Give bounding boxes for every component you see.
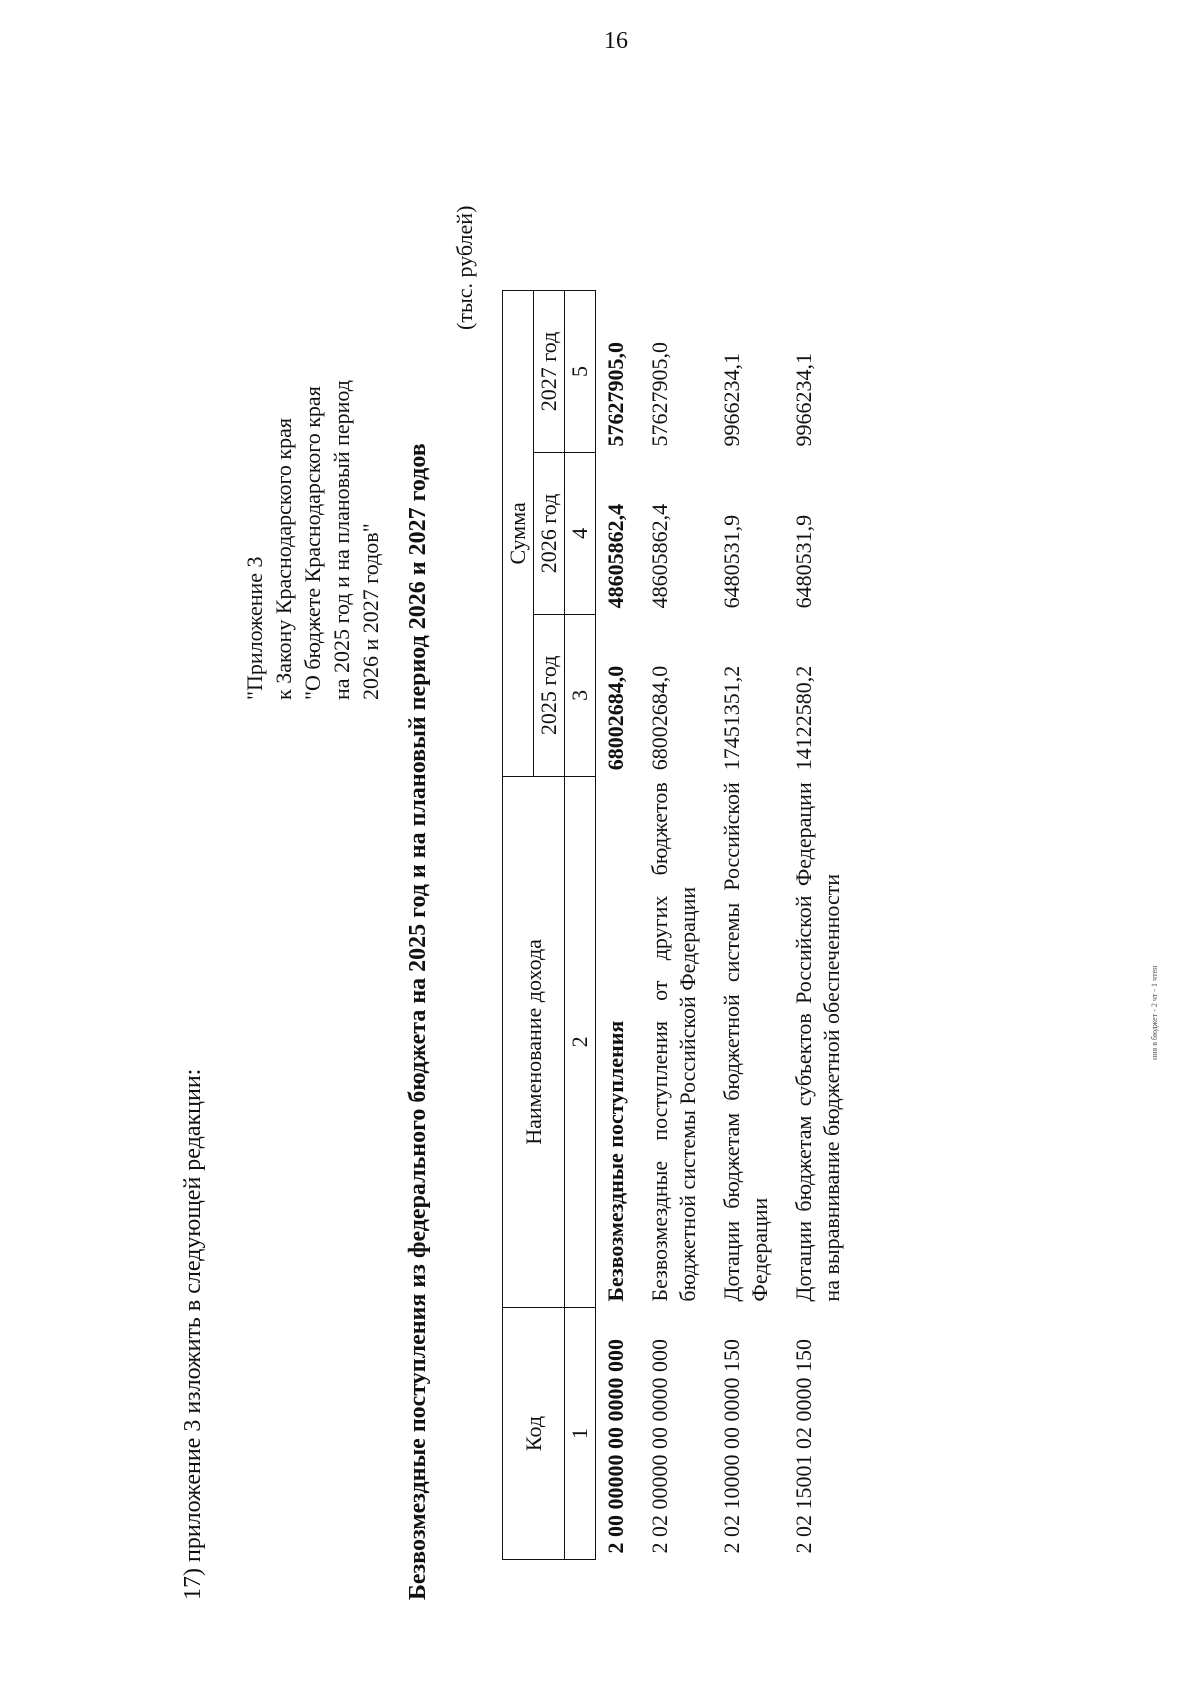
row-code: 2 02 15001 02 0000 150: [791, 1339, 816, 1554]
footer-note: ния в бюджет - 2 чт - 1 чтен: [1150, 965, 1159, 1060]
row-2027: 57627905,0: [603, 341, 628, 447]
column-number: 5: [565, 291, 596, 453]
header-code: Код: [503, 1308, 565, 1560]
column-number: 4: [565, 452, 596, 614]
appendix-line: 2026 и 2027 годов": [358, 523, 383, 700]
appendix-line: к Закону Краснодарского края: [271, 417, 296, 700]
table-row: [712, 291, 784, 1560]
rotated-document: [180, 150, 1180, 1600]
intro-text: 17) приложение 3 изложить в следующей редакции:: [180, 1068, 206, 1600]
revenue-table: [502, 290, 856, 1560]
header-year-2027: 2027 год: [534, 291, 565, 453]
header-year-2025: 2025 год: [534, 614, 565, 776]
row-2026: 6480531,9: [791, 514, 816, 609]
appendix-line: "О бюджете Краснодарского края: [300, 386, 325, 700]
appendix-line: на 2025 год и на плановый период: [329, 380, 354, 700]
table-row: [784, 291, 856, 1560]
row-name: Дотации бюджетам субъектов Российской Федерации на выравнивание бюджетной обеспеченности: [791, 782, 844, 1302]
appendix-line: "Приложение 3: [242, 556, 267, 700]
page-number: 16: [604, 28, 628, 54]
row-2025: 68002684,0: [603, 665, 628, 771]
table-row: [596, 291, 641, 1560]
column-number: 2: [565, 776, 596, 1307]
row-name: Дотации бюджетам бюджетной системы Российской Федерации: [719, 782, 772, 1302]
row-2027: 9966234,1: [791, 352, 816, 447]
appendix-reference: [240, 380, 385, 700]
row-code: 2 02 10000 00 0000 150: [719, 1339, 744, 1554]
column-number: 3: [565, 614, 596, 776]
row-code: 2 00 00000 00 0000 000: [603, 1339, 628, 1554]
document-title: Безвозмездные поступления из федерального бюджета на 2025 год и на плановый период 2026 и 2027 годов: [405, 443, 431, 1600]
header-year-2026: 2026 год: [534, 452, 565, 614]
row-2026: 48605862,4: [647, 503, 672, 609]
row-2027: 9966234,1: [719, 352, 744, 447]
header-sum: Сумма: [503, 291, 534, 777]
header-row: [503, 291, 534, 1560]
table-row: [640, 291, 712, 1560]
unit-label: (тыс. рублей): [452, 205, 477, 330]
column-number-row: [565, 291, 596, 1560]
column-number: 1: [565, 1308, 596, 1560]
row-name: Безвозмездные поступления: [603, 1020, 628, 1302]
row-2027: 57627905,0: [647, 341, 672, 447]
row-2026: 48605862,4: [603, 503, 628, 609]
row-2026: 6480531,9: [719, 514, 744, 609]
header-name: Наименование дохода: [503, 776, 565, 1307]
row-name: Безвозмездные поступления от других бюджетов бюджетной системы Российской Федерации: [647, 782, 700, 1302]
row-code: 2 02 00000 00 0000 000: [647, 1339, 672, 1554]
row-2025: 17451351,2: [719, 665, 744, 771]
row-2025: 14122580,2: [791, 665, 816, 771]
row-2025: 68002684,0: [647, 665, 672, 771]
